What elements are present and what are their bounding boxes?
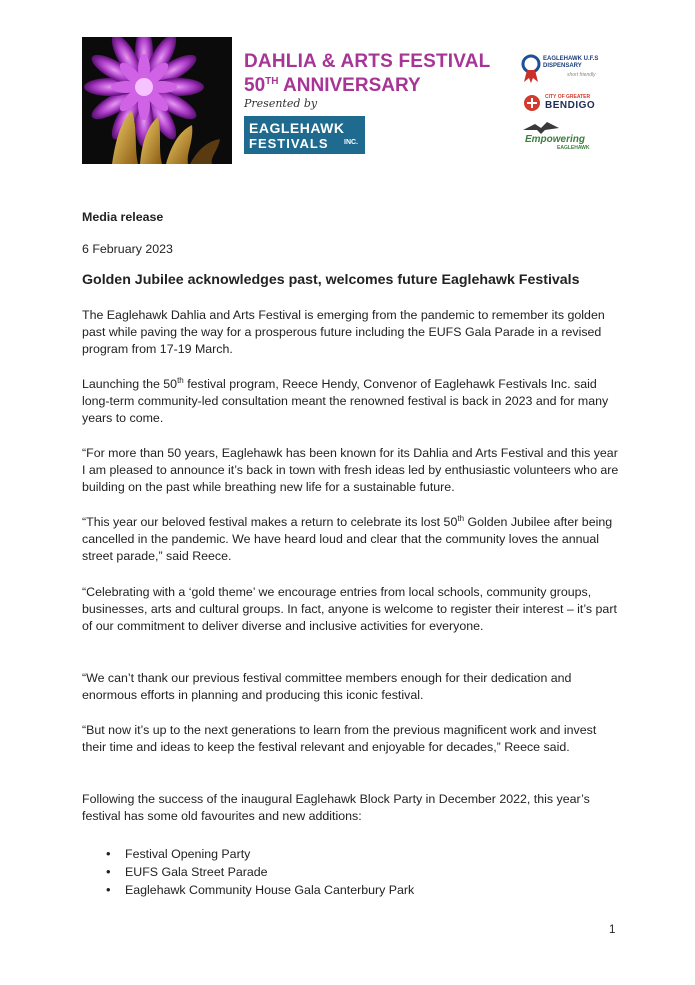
- release-date: 6 February 2023: [82, 242, 173, 256]
- festival-title-line2: 50TH ANNIVERSARY: [244, 75, 421, 96]
- media-release-label: Media release: [82, 210, 164, 224]
- release-headline: Golden Jubilee acknowledges past, welcomes future Eaglehawk Festivals: [82, 272, 580, 288]
- empowering-eaglehawk-logo: Empowering EAGLEHAWK: [521, 120, 601, 154]
- dahlia-flower-image: [82, 37, 232, 164]
- page-number: 1: [609, 924, 616, 936]
- list-item: • Festival Opening Party: [106, 845, 414, 863]
- paragraph-2: Launching the 50th festival program, Reece Hendy, Convenor of Eaglehawk Festivals Inc. said long-term community-led consultation meant the renowned festival is back in 2023 and for many years to come.: [82, 376, 609, 425]
- festival-title: [244, 52, 514, 96]
- paragraph-5: “Celebrating with a ‘gold theme’ we encourage entries from local schools, community groups, businesses, arts and cultural groups. In fact, anyone is welcome to register their interest – it’s part of our commitment to deliver diverse and inclusive activities for everyone.: [82, 585, 617, 633]
- eufs-dispensary-logo: EAGLEHAWK U.F.S DISPENSARY short friendly: [521, 52, 601, 86]
- eaglehawk-festivals-logo: EAGLEHAWK FESTIVALS INC.: [244, 116, 365, 154]
- paragraph-6: “We can’t thank our previous festival committee members enough for their dedication and enormous efforts in planning and producing this iconic festival.: [82, 671, 572, 702]
- list-item: • Eaglehawk Community House Gala Canterbury Park: [106, 881, 414, 899]
- paragraph-1: The Eaglehawk Dahlia and Arts Festival is emerging from the pandemic to remember its golden past while paving the way for a prosperous future including the EUFS Gala Parade in a revised program from 17-19 March.: [82, 308, 605, 356]
- paragraph-3: “For more than 50 years, Eaglehawk has been known for its Dahlia and Arts Festival and this year I am pleased to announce it’s back in town with fresh ideas led by enthusiastic volunteers who are building on the past while breathing new life for a sustainable future.: [82, 446, 619, 494]
- festival-title-line1: DAHLIA & ARTS FESTIVAL: [244, 51, 491, 72]
- paragraph-7: “But now it’s up to the next generations to learn from the previous magnificent work and invest their time and ideas to keep the festival relevant and enjoyable for decades,” Reece said.: [82, 723, 597, 754]
- paragraph-4: “This year our beloved festival makes a return to celebrate its lost 50th Golden Jubilee after being cancelled in the pandemic. We have heard loud and clear that the community loves the annual street parade,” said Reece.: [82, 514, 613, 563]
- list-item: • EUFS Gala Street Parade: [106, 863, 414, 881]
- program-list: [106, 845, 414, 899]
- paragraph-8: Following the success of the inaugural Eaglehawk Block Party in December 2022, this year’s festival has some old favourites and new additions:: [82, 792, 590, 823]
- city-of-greater-bendigo-logo: CITY OF GREATER BENDIGO: [521, 92, 601, 114]
- presented-by-text: Presented by: [244, 97, 318, 110]
